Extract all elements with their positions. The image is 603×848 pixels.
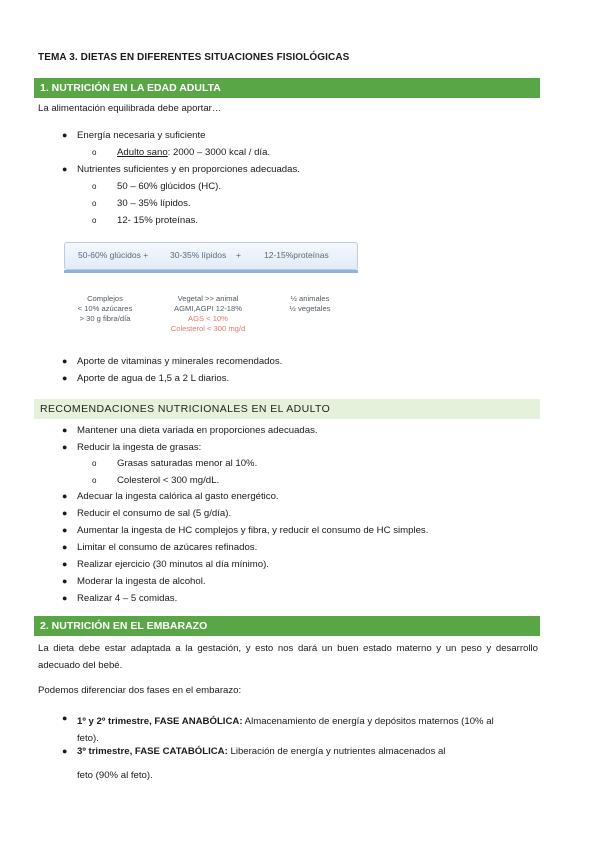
phase-item xyxy=(77,713,517,747)
diagram-label: > 30 g fibra/día xyxy=(79,314,131,323)
diagram-label: Colesterol < 300 mg/d xyxy=(170,324,246,333)
list-item: Moderar la ingesta de alcohol. xyxy=(77,576,206,587)
phase-1-text: Almacenamiento de energía y depósitos maternos (10% al feto). xyxy=(77,716,494,744)
phase-2-continuation: feto (90% al feto). xyxy=(77,770,153,781)
phase-2-text: Liberación de energía y nutrientes almacenados al xyxy=(227,746,446,757)
sub-bullet-icon: o xyxy=(92,476,97,485)
list-subitem: 30 – 35% lípidos. xyxy=(117,198,191,209)
recommendations-heading: RECOMENDACIONES NUTRICIONALES EN EL ADULTO xyxy=(34,399,540,419)
list-item: Aumentar la ingesta de HC complejos y fibra, y reducir el consumo de HC simples. xyxy=(77,525,429,536)
list-subitem: 12- 15% proteínas. xyxy=(117,215,199,226)
diagram-glucidos: 50-60% glúcidos + xyxy=(78,250,149,260)
list-item: Energía necesaria y suficiente xyxy=(77,130,206,141)
sub-bullet-icon: o xyxy=(92,148,97,157)
diagram-label: < 10% azúcares xyxy=(77,304,133,313)
list-item: Aporte de vitaminas y minerales recomendados. xyxy=(77,356,283,367)
list-subitem: 50 – 60% glúcidos (HC). xyxy=(117,181,221,192)
list-item: Realizar 4 – 5 comidas. xyxy=(77,593,178,604)
sub-bullet-icon: o xyxy=(92,459,97,468)
diagram-label: AGS < 10% xyxy=(188,314,228,323)
list-item: Limitar el consumo de azúcares refinados. xyxy=(77,542,258,553)
list-item: Nutrientes suficientes y en proporciones adecuadas. xyxy=(77,164,300,175)
sub-bullet-icon: o xyxy=(92,216,97,225)
list-item: Adecuar la ingesta calórica al gasto energético. xyxy=(77,491,279,502)
diagram-col-glucidos xyxy=(64,294,146,324)
diagram-label: Complejos xyxy=(87,294,123,303)
bullet-icon: ● xyxy=(62,746,68,756)
section-1-intro: La alimentación equilibrada debe aportar… xyxy=(38,103,222,114)
section-2-paragraph: La dieta debe estar adaptada a la gestación, y esto nos dará un buen estado materno y un peso y desarrollo adecuado del bebé. xyxy=(38,643,538,671)
diagram-proteinas: 12-15%proteínas xyxy=(264,250,329,260)
bullet-icon: ● xyxy=(62,713,68,723)
bullet-icon: ● xyxy=(62,542,68,552)
bullet-icon: ● xyxy=(62,491,68,501)
bullet-icon: ● xyxy=(62,576,68,586)
bullet-icon: ● xyxy=(62,559,68,569)
list-item: Aporte de agua de 1,5 a 2 L diarios. xyxy=(77,373,230,384)
diagram-label: AGMI,AGPI 12-18% xyxy=(174,304,242,313)
bullet-icon: ● xyxy=(62,356,68,366)
diagram-col-lipidos xyxy=(162,294,254,334)
bullet-icon: ● xyxy=(62,164,68,174)
adulto-sano-value: : 2000 – 3000 kcal / día. xyxy=(167,147,271,158)
diagram-label: ½ animales xyxy=(290,294,330,303)
diagram-label: Vegetal >> animal xyxy=(177,294,239,303)
list-item: Mantener una dieta variada en proporciones adecuadas. xyxy=(77,425,318,436)
sub-bullet-icon: o xyxy=(92,182,97,191)
phase-1-label: 1º y 2º trimestre, FASE ANABÓLICA: xyxy=(77,716,243,727)
diagram-divider xyxy=(64,270,358,273)
bullet-icon: ● xyxy=(62,130,68,140)
list-subitem: Colesterol < 300 mg/dL. xyxy=(117,475,220,486)
section-2-phases-intro: Podemos diferenciar dos fases en el embarazo: xyxy=(38,685,242,696)
section-1-heading: 1. NUTRICIÓN EN LA EDAD ADULTA xyxy=(34,78,540,98)
list-item: Realizar ejercicio (30 minutos al día mínimo). xyxy=(77,559,269,570)
list-item: Reducir el consumo de sal (5 g/día). xyxy=(77,508,232,519)
list-subitem xyxy=(117,147,270,159)
diagram-label: ½ vegetales xyxy=(289,304,331,313)
phase-2-label: 3º trimestre, FASE CATABÓLICA: xyxy=(77,746,228,757)
list-item: Reducir la ingesta de grasas: xyxy=(77,442,202,453)
bullet-icon: ● xyxy=(62,593,68,603)
phase-item xyxy=(77,746,445,758)
diagram-col-proteinas xyxy=(276,294,344,314)
list-subitem: Grasas saturadas menor al 10%. xyxy=(117,458,258,469)
section-2-heading: 2. NUTRICIÓN EN EL EMBARAZO xyxy=(34,616,540,636)
bullet-icon: ● xyxy=(62,442,68,452)
macronutrient-diagram xyxy=(64,242,364,342)
bullet-icon: ● xyxy=(62,525,68,535)
sub-bullet-icon: o xyxy=(92,199,97,208)
bullet-icon: ● xyxy=(62,508,68,518)
page-title: TEMA 3. DIETAS EN DIFERENTES SITUACIONES FISIOLÓGICAS xyxy=(38,52,350,63)
diagram-lipidos: 30-35% lípidos xyxy=(170,250,227,260)
bullet-icon: ● xyxy=(62,373,68,383)
bullet-icon: ● xyxy=(62,425,68,435)
adulto-sano-label: Adulto sano xyxy=(117,147,168,158)
diagram-plus: + xyxy=(236,250,241,260)
